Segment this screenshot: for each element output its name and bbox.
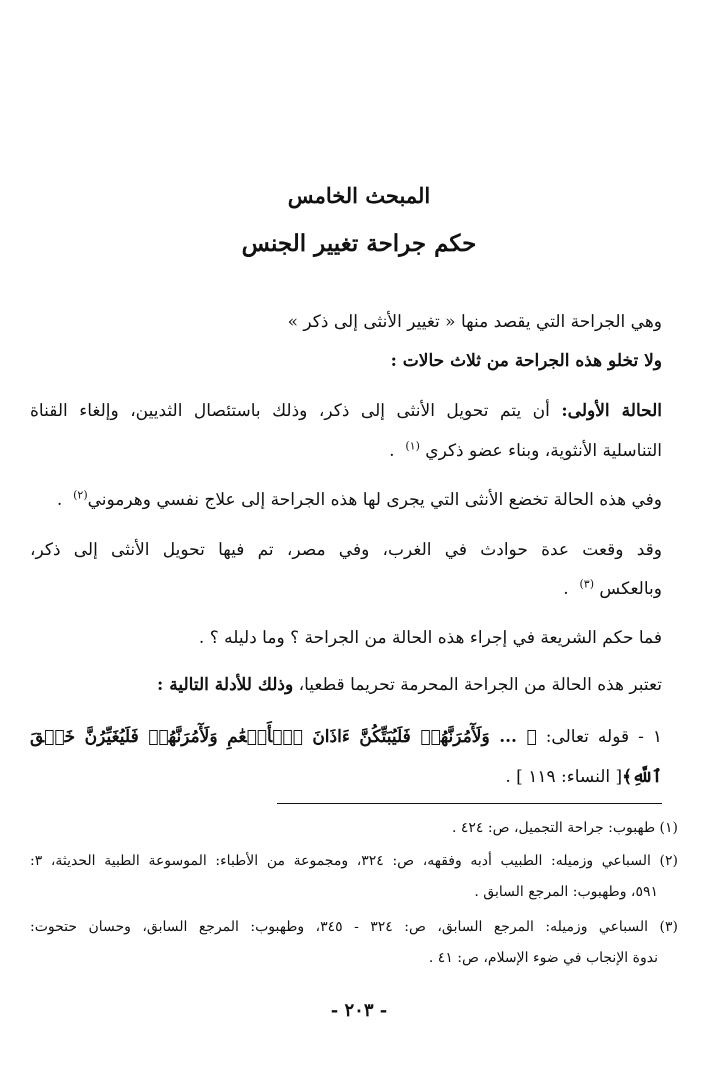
case-one-end: . bbox=[389, 441, 395, 461]
verse-citation: [ النساء: ١١٩ ] . bbox=[505, 767, 623, 787]
footnote-ref-3: (٣) bbox=[579, 577, 595, 591]
footnote-1: (١) طهبوب: جراحة التجميل، ص: ٤٢٤ . bbox=[451, 820, 678, 836]
paragraph-treatment bbox=[30, 486, 662, 514]
paragraph-ruling bbox=[30, 671, 662, 699]
quran-verse: ﴿ ... وَلَأٓمُرَنَّهُمۡ فَلَيُبَتِّكُنَّ ءَاذَانَ ٱلۡأَنۡعَٰمِ وَلَأٓمُرَنَّهُمۡ فَلَيُغَيِّرُنَّ خَلۡقَ bbox=[30, 727, 537, 747]
incidents-text-2: وبالعكس bbox=[599, 579, 662, 599]
evidence-prefix: ١ - قوله تعالى: bbox=[545, 727, 662, 747]
paragraph-evidence-1-line2 bbox=[30, 763, 662, 791]
quran-verse-end: ٱللَّهِ﴾ bbox=[622, 767, 662, 787]
ruling-text: تعتبر هذه الحالة من الجراحة المحرمة تحريما قطعيا، bbox=[298, 675, 662, 695]
paragraph-case-one-line2 bbox=[30, 437, 662, 465]
paragraph-case-one-line1 bbox=[30, 397, 662, 425]
treatment-end: . bbox=[56, 490, 63, 510]
page-number: - ٢٠٣ - bbox=[330, 1000, 388, 1021]
footnote-divider bbox=[277, 803, 662, 804]
footnote-3-line2: ندوة الإنجاب في ضوء الإسلام، ص: ٤١ . bbox=[428, 950, 658, 966]
footnote-2-line2: ٥٩١، وطهبوب: المرجع السابق . bbox=[474, 884, 658, 900]
paragraph-cases-heading: ولا تخلو هذه الجراحة من ثلاث حالات : bbox=[390, 351, 662, 371]
footnote-3-line1: (٣) السباعي وزميله: المرجع السابق، ص: ٣٢٤ - ٣٤٥، وطهبوب: المرجع السابق، وحسان حتحوت: bbox=[30, 919, 678, 935]
footnote-2-line1: (٢) السباعي وزميله: الطبيب أدبه وفقهه، ص: ٣٢٤، ومجموعة من الأطباء: الموسوعة الطبية الحديثة، ٣: bbox=[30, 853, 678, 869]
paragraph-incidents-line2 bbox=[30, 575, 662, 603]
main-title: حكم جراحة تغيير الجنس bbox=[241, 230, 477, 257]
footnote-ref-1: (١) bbox=[405, 439, 420, 453]
case-one-text-2: التناسلية الأنثوية، وبناء عضو ذكري bbox=[425, 441, 662, 461]
footnote-ref-2: (٢) bbox=[73, 488, 88, 502]
ruling-evidence-intro: وذلك للأدلة التالية : bbox=[157, 675, 294, 695]
paragraph-incidents-line1: وقد وقعت عدة حوادث في الغرب، وفي مصر، تم فيها تحويل الأنثى إلى ذكر، bbox=[30, 540, 662, 560]
case-one-label: الحالة الأولى: bbox=[561, 401, 663, 421]
paragraph-question: فما حكم الشريعة في إجراء هذه الحالة من الجراحة ؟ وما دليله ؟ . bbox=[198, 628, 662, 648]
paragraph-evidence-1-line1 bbox=[30, 723, 662, 751]
incidents-end: . bbox=[563, 579, 569, 599]
treatment-text: وفي هذه الحالة تخضع الأنثى التي يجرى لها هذه الجراحة إلى علاج نفسي وهرموني bbox=[87, 490, 662, 510]
paragraph-intro: وهي الجراحة التي يقصد منها « تغيير الأنثى إلى ذكر » bbox=[287, 312, 662, 332]
case-one-text: أن يتم تحويل الأنثى إلى ذكر، وذلك باستئصال الثديين، وإلغاء القناة bbox=[30, 401, 550, 421]
section-title: المبحث الخامس bbox=[287, 183, 431, 208]
